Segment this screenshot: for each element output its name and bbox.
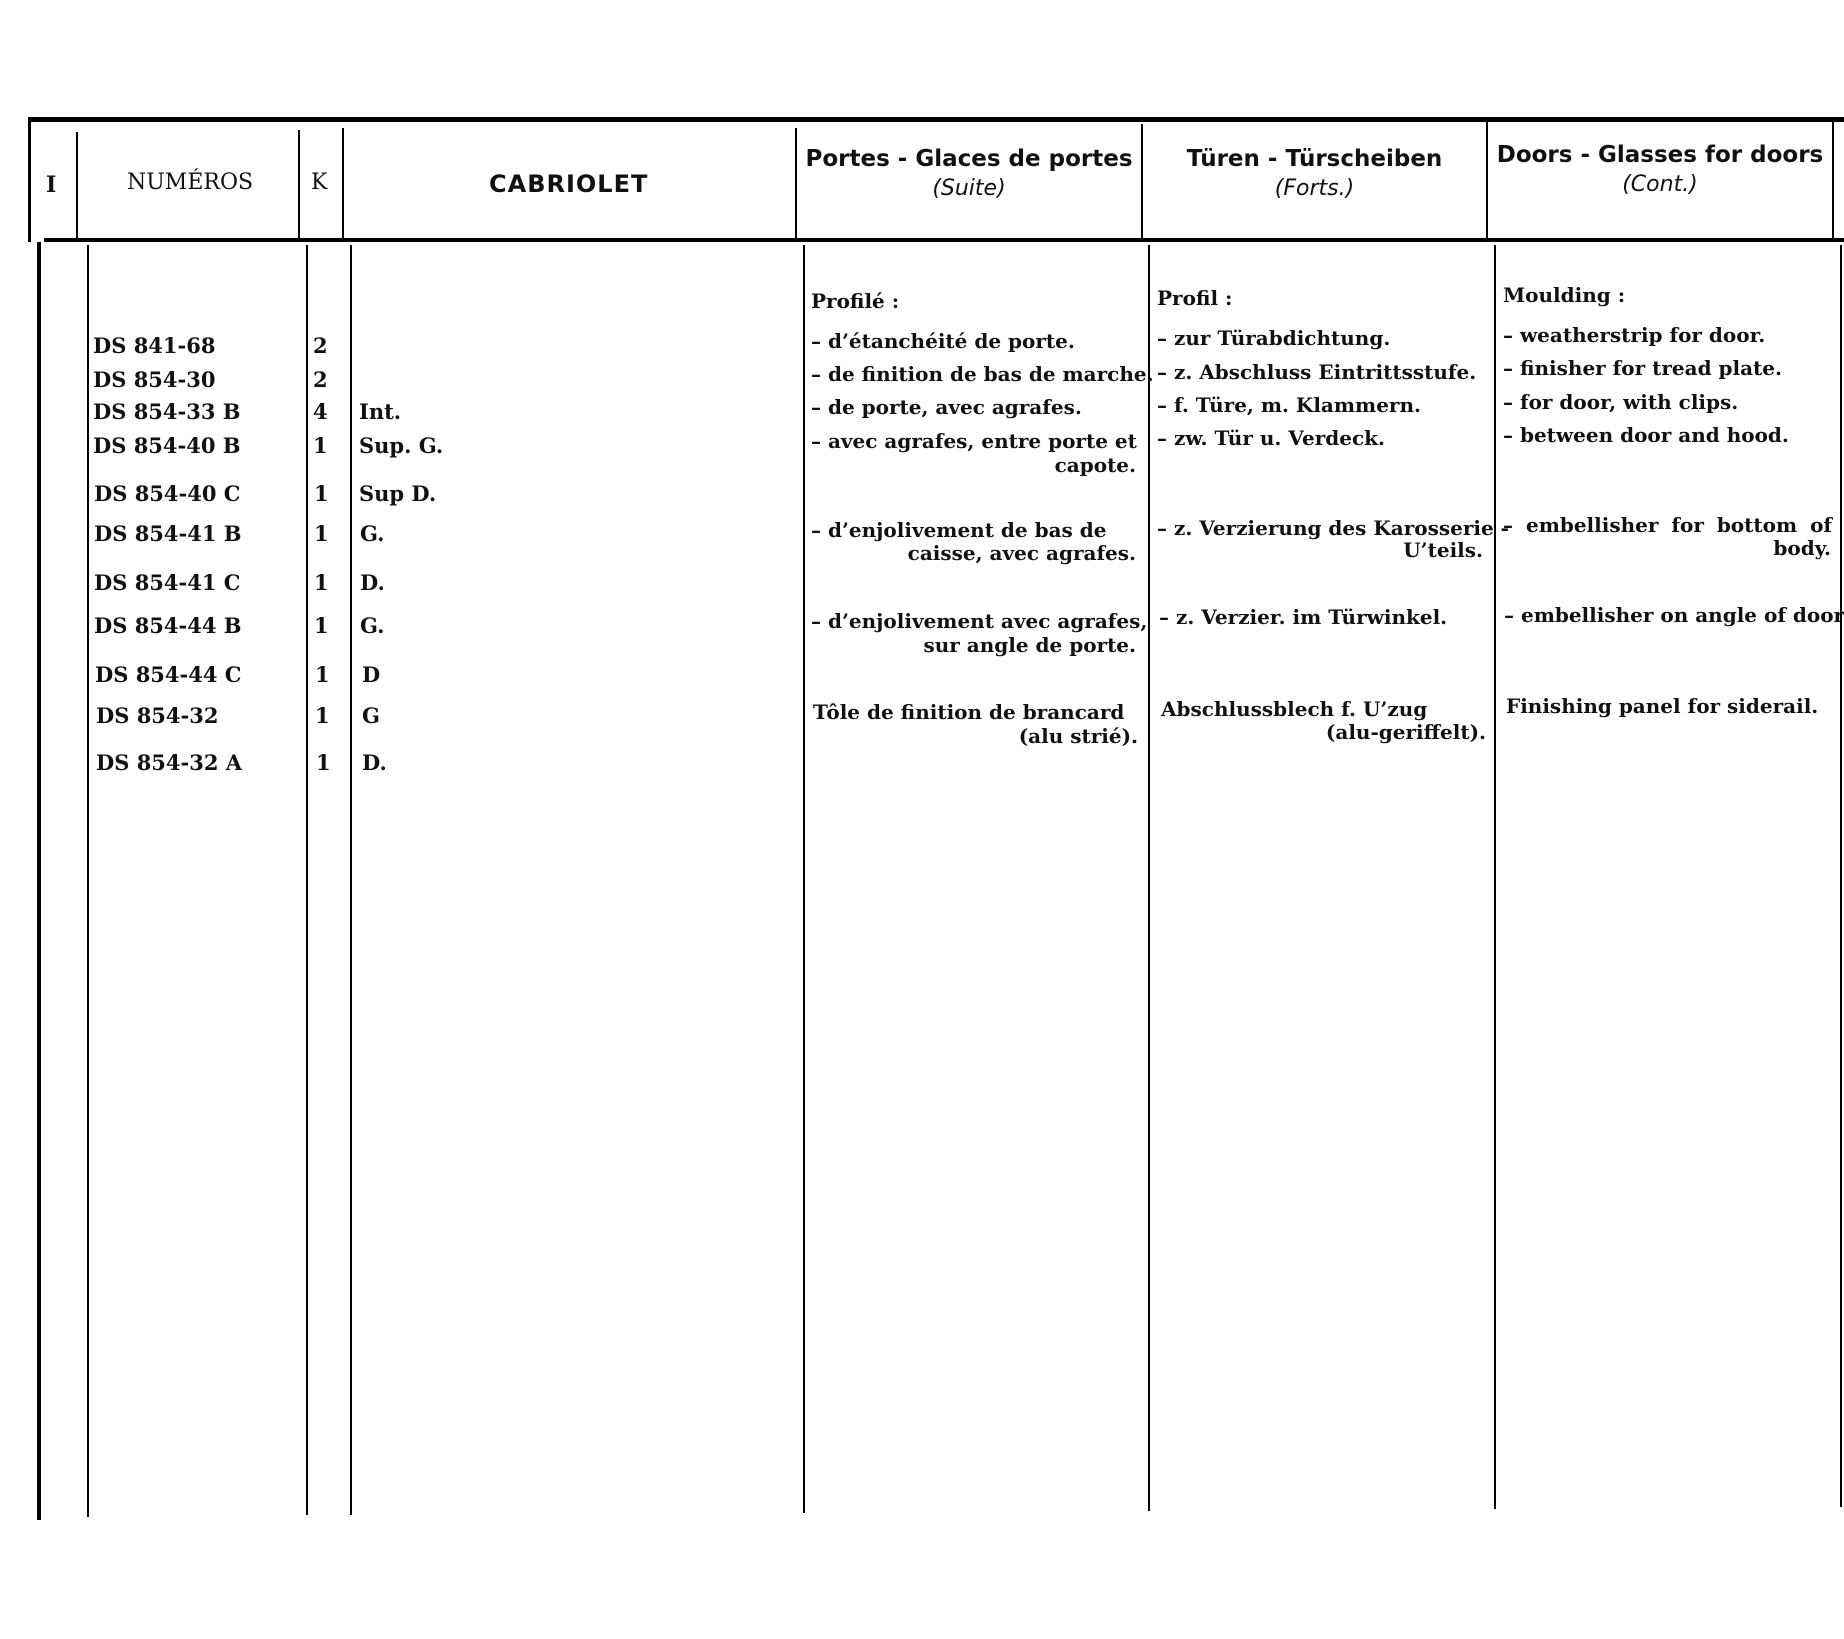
body-vline-3 bbox=[350, 245, 352, 1515]
body-vline-4 bbox=[803, 245, 805, 1513]
hdr-vline-3 bbox=[342, 128, 344, 242]
desc-en: – embellisher for bottom of bbox=[1503, 513, 1833, 537]
desc-de: – z. Verzier. im Türwinkel. bbox=[1159, 605, 1448, 629]
part-qty: 1 bbox=[316, 750, 331, 775]
desc-de: (alu-geriffelt). bbox=[1325, 720, 1486, 744]
part-note: Int. bbox=[359, 399, 402, 424]
part-note: D bbox=[362, 662, 381, 687]
body-vline-6 bbox=[1494, 245, 1496, 1509]
part-note: Sup. G. bbox=[359, 433, 444, 458]
part-number: DS 841-68 bbox=[93, 333, 216, 358]
hdr-vline-2 bbox=[298, 130, 300, 242]
part-number: DS 854-32 bbox=[96, 703, 219, 728]
part-qty: 1 bbox=[314, 481, 329, 506]
section-label-fr: Profilé : bbox=[811, 289, 900, 313]
body-vline-2 bbox=[306, 245, 308, 1515]
part-note: G. bbox=[360, 613, 385, 638]
part-qty: 1 bbox=[314, 613, 329, 638]
part-number: DS 854-32 A bbox=[96, 750, 243, 775]
hdr-vline-left bbox=[28, 120, 31, 242]
desc-de: – zw. Tür u. Verdeck. bbox=[1157, 426, 1385, 450]
desc-fr: – d’enjolivement de bas de bbox=[811, 518, 1107, 542]
desc-en: – for door, with clips. bbox=[1503, 390, 1739, 414]
desc-fr: sur angle de porte. bbox=[923, 633, 1136, 657]
desc-en: – finisher for tread plate. bbox=[1503, 356, 1782, 380]
desc-en: Finishing panel for siderail. bbox=[1506, 694, 1819, 718]
part-qty: 1 bbox=[315, 703, 330, 728]
body-vline-5 bbox=[1148, 245, 1150, 1511]
body-vline-7 bbox=[1840, 245, 1842, 1507]
desc-fr: – avec agrafes, entre porte et bbox=[811, 429, 1137, 453]
desc-de: – f. Türe, m. Klammern. bbox=[1157, 393, 1421, 417]
header-english-sub: (Cont.) bbox=[1622, 172, 1698, 197]
part-note: D. bbox=[360, 570, 385, 595]
header-bottom-rule bbox=[44, 238, 1844, 242]
header-french-sub: (Suite) bbox=[932, 176, 1006, 201]
desc-de: Abschlussblech f. U’zug bbox=[1161, 697, 1428, 721]
header-english-title: Doors - Glasses for doors bbox=[1496, 142, 1824, 168]
part-qty: 1 bbox=[313, 433, 328, 458]
desc-fr: – d’étanchéité de porte. bbox=[811, 329, 1075, 353]
part-number: DS 854-30 bbox=[93, 367, 216, 392]
part-qty: 1 bbox=[315, 662, 330, 687]
header-col-i: I bbox=[46, 172, 57, 198]
desc-de: U’teils. bbox=[1403, 538, 1483, 562]
header-english bbox=[1488, 142, 1832, 197]
header-german-sub: (Forts.) bbox=[1274, 176, 1355, 201]
desc-de: – zur Türabdichtung. bbox=[1157, 326, 1391, 350]
part-qty: 2 bbox=[313, 367, 328, 392]
desc-fr: capote. bbox=[1054, 453, 1136, 477]
part-number: DS 854-44 B bbox=[94, 613, 242, 638]
header-german bbox=[1143, 146, 1486, 201]
part-number: DS 854-44 C bbox=[95, 662, 242, 687]
desc-en: body. bbox=[1773, 536, 1831, 560]
header-col-model: CABRIOLET bbox=[489, 170, 649, 198]
header-french-title: Portes - Glaces de portes bbox=[805, 146, 1133, 172]
section-label-en: Moulding : bbox=[1503, 283, 1626, 307]
hdr-vline-7 bbox=[1832, 120, 1834, 242]
part-number: DS 854-40 B bbox=[93, 433, 241, 458]
header-col-numeros: NUMÉROS bbox=[127, 170, 254, 195]
header-col-k: K bbox=[311, 170, 328, 195]
desc-de: – z. Abschluss Eintrittsstufe. bbox=[1157, 360, 1477, 384]
part-number: DS 854-40 C bbox=[94, 481, 241, 506]
part-number: DS 854-41 B bbox=[94, 521, 242, 546]
part-qty: 2 bbox=[313, 333, 328, 358]
part-note: G bbox=[362, 703, 380, 728]
body-vline-left bbox=[37, 242, 41, 1520]
part-qty: 1 bbox=[314, 570, 329, 595]
top-rule bbox=[28, 117, 1844, 122]
desc-fr: – de finition de bas de marche. bbox=[811, 362, 1154, 386]
desc-fr: – de porte, avec agrafes. bbox=[811, 395, 1082, 419]
part-number: DS 854-41 C bbox=[94, 570, 241, 595]
part-qty: 4 bbox=[313, 399, 328, 424]
hdr-vline-1 bbox=[76, 132, 78, 242]
desc-de: – z. Verzierung des Karosserie - bbox=[1157, 516, 1509, 540]
header-german-title: Türen - Türscheiben bbox=[1186, 146, 1443, 172]
part-note: G. bbox=[360, 521, 385, 546]
part-number: DS 854-33 B bbox=[93, 399, 241, 424]
desc-fr: caisse, avec agrafes. bbox=[907, 541, 1136, 565]
desc-en: – embellisher on angle of door bbox=[1504, 603, 1844, 627]
desc-fr: – d’enjolivement avec agrafes, bbox=[811, 609, 1148, 633]
part-note: D. bbox=[362, 750, 387, 775]
header-french bbox=[797, 146, 1141, 201]
desc-fr: (alu strié). bbox=[1018, 724, 1138, 748]
body-vline-1 bbox=[87, 245, 89, 1517]
desc-fr: Tôle de finition de brancard bbox=[813, 700, 1125, 724]
part-note: Sup D. bbox=[359, 481, 437, 506]
desc-en: – weatherstrip for door. bbox=[1503, 323, 1766, 347]
section-label-de: Profil : bbox=[1157, 286, 1233, 310]
part-qty: 1 bbox=[314, 521, 329, 546]
desc-en: – between door and hood. bbox=[1503, 423, 1789, 447]
